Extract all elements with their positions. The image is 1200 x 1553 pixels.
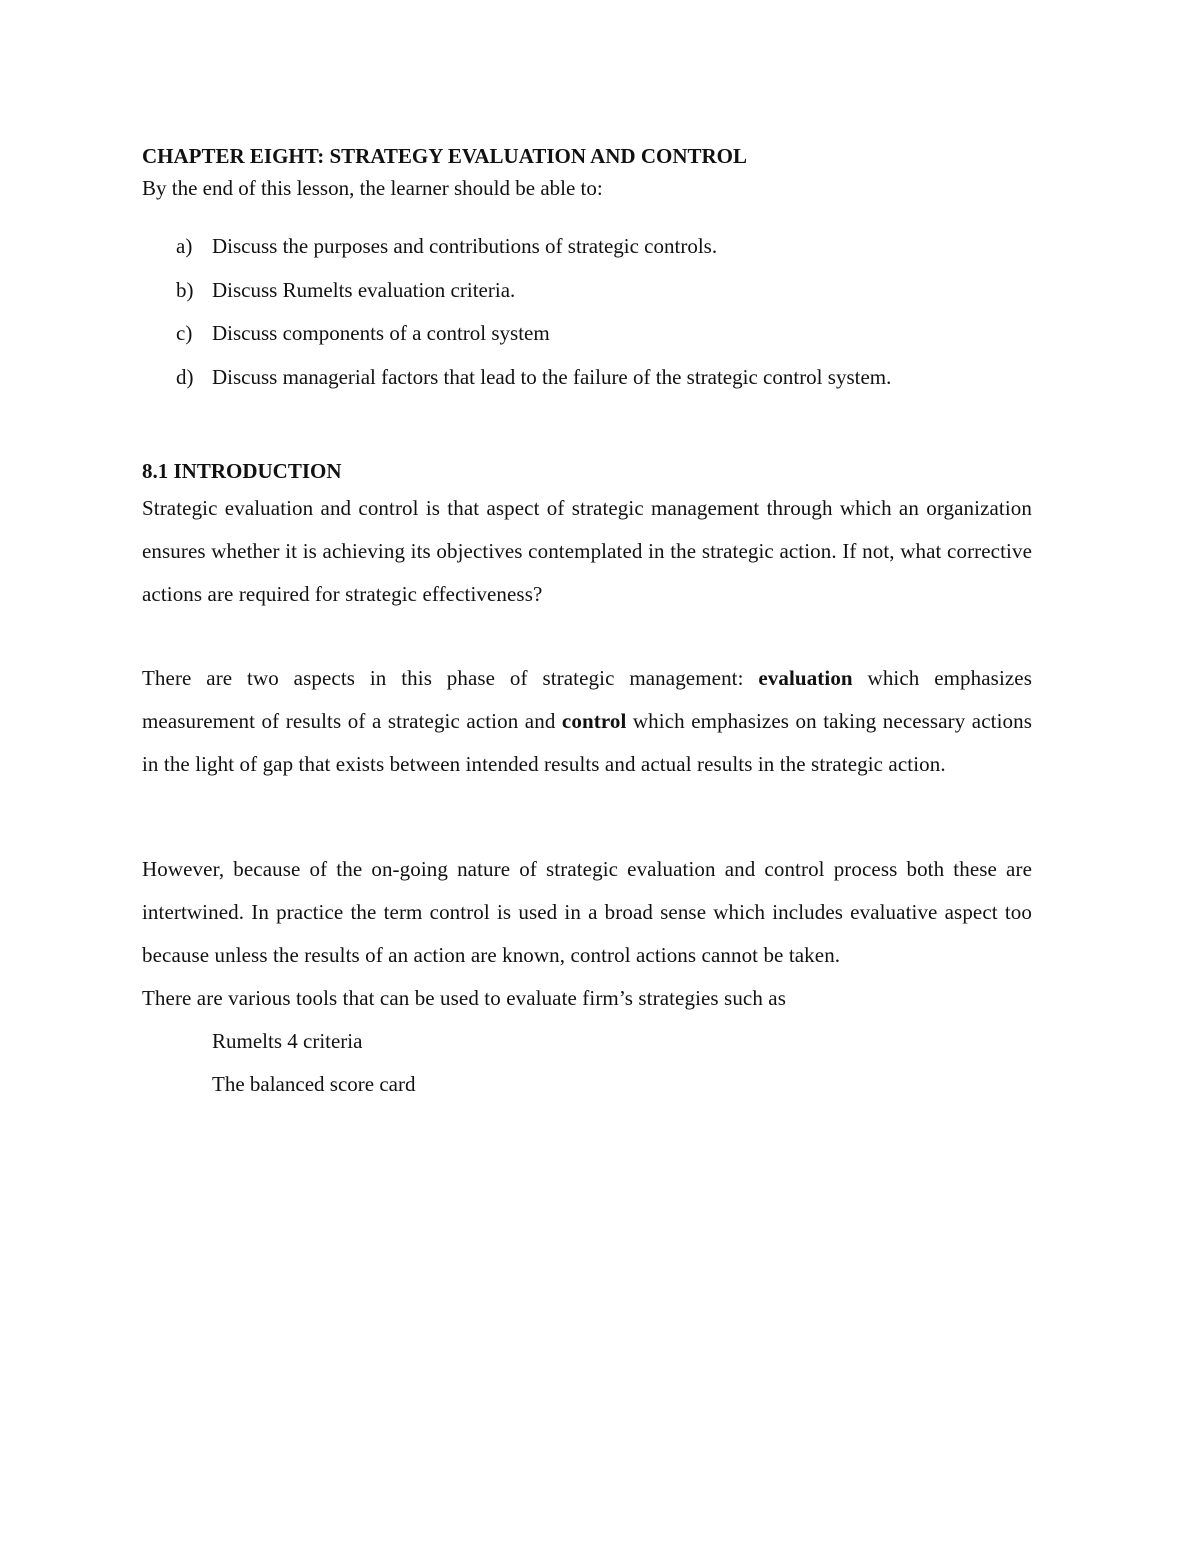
chapter-title: CHAPTER EIGHT: STRATEGY EVALUATION AND CONTROL	[142, 144, 748, 168]
control-term: control	[561, 708, 627, 733]
learning-objectives-list	[142, 230, 1032, 393]
intro-paragraph: Strategic evaluation and control is that aspect of strategic management through which an organization ensures whether it is achieving its objectives contemplated in the strategic action. If not, what corrective actions are required for strategic effectiveness?	[142, 495, 1032, 606]
tool-item-rumelts: Rumelts 4 criteria	[212, 1028, 363, 1053]
section-heading: 8.1 INTRODUCTION	[142, 458, 342, 483]
objective-marker: c)	[176, 321, 193, 345]
learning-outcomes-intro: By the end of this lesson, the learner should be able to:	[142, 176, 603, 200]
objective-item	[142, 274, 1032, 306]
objective-item	[142, 361, 1032, 393]
evaluation-term: evaluation	[758, 665, 853, 690]
objective-item	[142, 230, 1032, 262]
objective-marker: d)	[176, 364, 194, 389]
page-content	[142, 140, 1032, 1106]
objective-text: Discuss managerial factors that lead to the failure of the strategic control system.	[212, 364, 892, 389]
aspects-text-3: which emphasizes on taking necessary actions in the light of gap that exists between intended results and actual results in the strategic action.	[142, 708, 1032, 776]
aspects-text-1: There are two aspects in this phase of strategic management:	[142, 665, 759, 690]
objective-marker: a)	[176, 234, 193, 258]
aspects-paragraph	[142, 657, 1032, 786]
objective-item	[142, 317, 1032, 349]
aspects-text-2: which emphasizes measurement of results of a strategic action and	[142, 665, 1032, 733]
objective-text: Discuss components of a control system	[212, 321, 550, 345]
objective-text: Discuss the purposes and contributions of strategic controls.	[212, 234, 718, 258]
tools-intro-paragraph: There are various tools that can be used to evaluate firm’s strategies such as	[142, 985, 786, 1010]
intertwined-paragraph: However, because of the on-going nature of strategic evaluation and control process both these are intertwined. In practice the term control is used in a broad sense which includes evaluative aspect too because unless the results of an action are known, control actions cannot be taken.	[142, 856, 1032, 967]
objective-marker: b)	[176, 277, 194, 302]
tool-item-balanced-scorecard: The balanced score card	[212, 1071, 416, 1096]
evaluation-tools-list	[142, 1020, 1032, 1106]
objective-text: Discuss Rumelts evaluation criteria.	[212, 277, 516, 302]
